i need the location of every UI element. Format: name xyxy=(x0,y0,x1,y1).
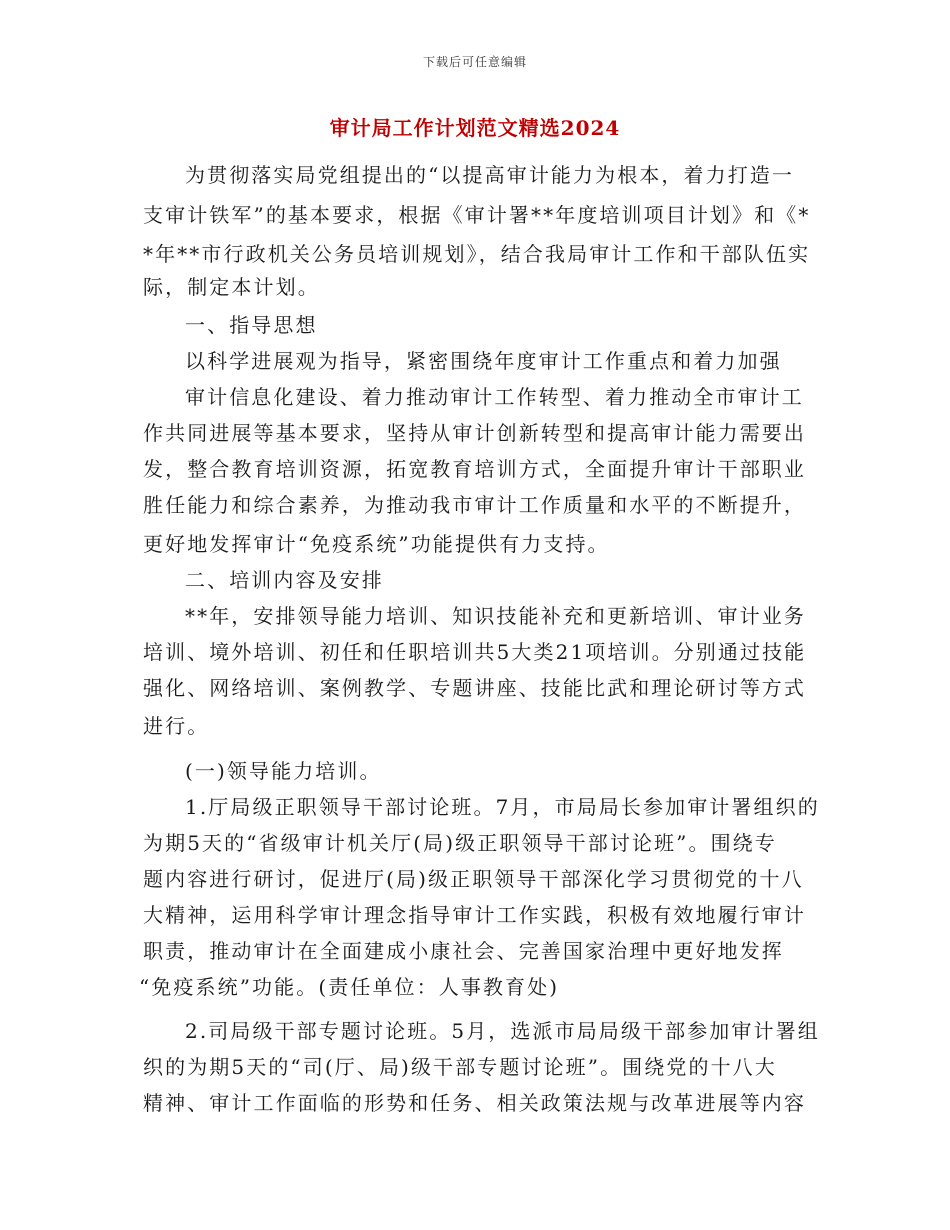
body-line: 作共同进展等基本要求，坚持从审计创新转型和提高审计能力需要出 xyxy=(143,421,806,445)
body-line: 题内容进行研讨，促进厅(局)级正职领导干部深化学习贯彻党的十八 xyxy=(143,867,804,891)
body-line: 培训、境外培训、初任和任职培训共5大类21项培训。分别通过技能 xyxy=(143,640,807,664)
header-note: 下载后可任意编辑 xyxy=(422,55,527,69)
body-line: 2.司局级干部专题讨论班。5月，选派市局局级干部参加审计署组 xyxy=(185,1019,820,1043)
subsection-heading: (一)领导能力培训。 xyxy=(185,759,382,783)
body-line: 以科学进展观为指导，紧密围绕年度审计工作重点和着力加强 xyxy=(185,349,782,373)
section-heading: 二、培训内容及安排 xyxy=(185,568,384,592)
body-line: “免疫系统”功能。(责任单位：人事教育处) xyxy=(139,975,560,999)
body-line: 大精神，运用科学审计理念指导审计工作实践，积极有效地履行审计 xyxy=(143,903,806,927)
body-line: *年**市行政机关公务员培训规划》，结合我局审计工作和干部队伍实 xyxy=(143,242,811,266)
body-line: 际，制定本计划。 xyxy=(143,275,320,299)
body-line: 支审计铁军”的基本要求，根据《审计署**年度培训项目计划》和《* xyxy=(143,203,811,227)
body-line: 职责，推动审计在全面建成小康社会、完善国家治理中更好地发挥 xyxy=(143,939,784,963)
body-line: **年，安排领导能力培训、知识技能补充和更新培训、审计业务 xyxy=(185,604,806,628)
body-line: 精神、审计工作面临的形势和任务、相关政策法规与改革进展等内容 xyxy=(143,1091,806,1115)
document-title: 审计局工作计划范文精选2024 xyxy=(329,116,621,140)
body-line: 织的为期5天的“司(厅、局)级干部专题讨论班”。围绕党的十八大 xyxy=(143,1055,777,1079)
body-line: 更好地发挥审计“免疫系统”功能提供有力支持。 xyxy=(143,532,610,556)
body-line: 强化、网络培训、案例教学、专题讲座、技能比武和理论研讨等方式 xyxy=(143,676,806,700)
body-line: 1.厅局级正职领导干部讨论班。7月，市局局长参加审计署组织的 xyxy=(185,795,820,819)
body-line: 进行。 xyxy=(143,714,210,738)
body-line: 审计信息化建设、着力推动审计工作转型、着力推动全市审计工 xyxy=(185,385,804,409)
body-line: 为贯彻落实局党组提出的“以提高审计能力为根本，着力打造一 xyxy=(185,163,795,187)
body-line: 发，整合教育培训资源，拓宽教育培训方式，全面提升审计干部职业 xyxy=(143,457,806,481)
body-line: 为期5天的“省级审计机关厅(局)级正职领导干部讨论班”。围绕专 xyxy=(143,831,777,855)
body-line: 胜任能力和综合素养，为推动我市审计工作质量和水平的不断提升， xyxy=(143,493,806,517)
section-heading: 一、指导思想 xyxy=(185,313,318,337)
